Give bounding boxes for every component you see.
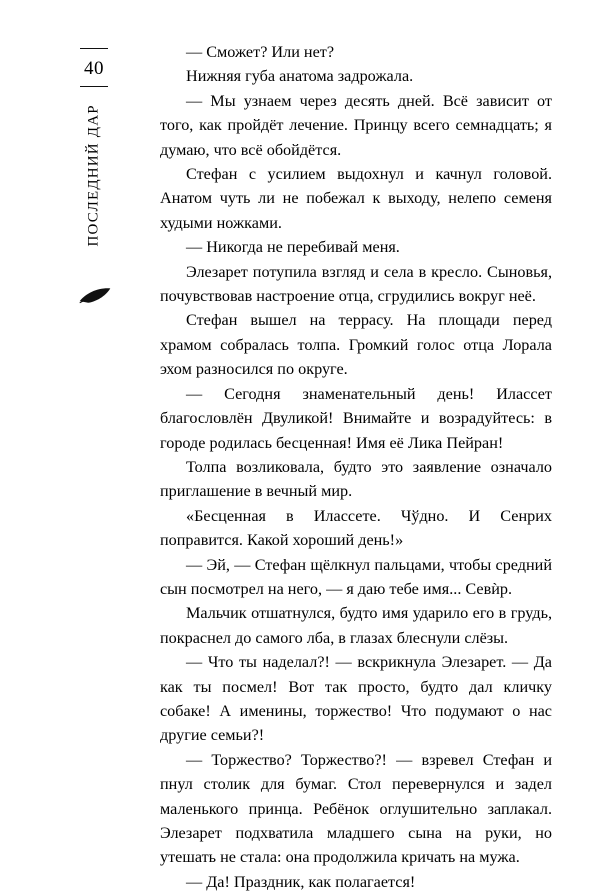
paragraph: — Мы узнаем через десять дней. Всё зависит от того, как пройдёт лечение. Принцу всего семнадцать; я думаю, что всё обойдётся. (160, 91, 552, 159)
paragraph: Элезарет потупила взгляд и села в кресло. Сыновья, почувствовав настроение отца, сгрудились вокруг неё. (160, 262, 552, 306)
paragraph: Мальчик отшатнулся, будто имя ударило его в грудь, покраснел до самого лба, в глазах блеснули слёзы. (160, 604, 552, 647)
paragraph: — Эй, — Стефан щёлкнул пальцами, чтобы средний сын посмотрел на него, — я даю тебе имя... Севѝр. (160, 555, 552, 598)
rule-above-page-number (80, 48, 108, 49)
page-margin-header (62, 40, 122, 340)
paragraph: Стефан с усилием выдохнул и качнул головой. Анатом чуть ли не побежал к выходу, нелепо семеня худыми ножками. (160, 165, 552, 232)
paragraph: — Торжество? Торжество?! — взревел Стефан и пнул столик для бумаг. Стол перевернулся и задел маленького принца. Ребёнок оглушительно заплакал. Элезарет подхватила младшего сына на руки, но утешать не стала: она продолжила кричать на мужа. (160, 750, 552, 867)
paragraph: Нижняя губа анатома задрожала. (186, 67, 414, 86)
paragraph: — Сегодня знаменательный день! Илассет благословлён Двуликой! Внимайте и возрадуйтесь: в городе родилась бесценная! Имя её Лика Пейран! (160, 384, 552, 452)
paragraph: Толпа возликовала, будто это заявление означало приглашение в вечный мир. (160, 457, 552, 501)
running-title: ПОСЛЕДНИЙ ДАР (85, 104, 102, 247)
rule-below-page-number (80, 86, 108, 87)
paragraph: — Да! Праздник, как полагается! (186, 872, 416, 891)
page-number: 40 (84, 58, 104, 79)
paragraph: «Бесценная в Илассете. Чўдно. И Сенрих поправится. Какой хороший день!» (160, 506, 552, 550)
paragraph: — Сможет? Или нет? (186, 43, 335, 61)
paragraph: — Никогда не перебивай меня. (186, 238, 400, 257)
feather-icon (78, 285, 112, 307)
body-text-column (160, 40, 552, 894)
paragraph: — Что ты наделал?! — вскрикнула Элезарет. — Да как ты посмел! Вот так просто, будто дал кличку собаке! А именины, торжество! Что подумают о нас другие семьи?! (160, 653, 552, 745)
paragraph: Стефан вышел на террасу. На площади перед храмом собралась толпа. Громкий голос отца Лорала эхом разносился по округе. (160, 311, 552, 379)
